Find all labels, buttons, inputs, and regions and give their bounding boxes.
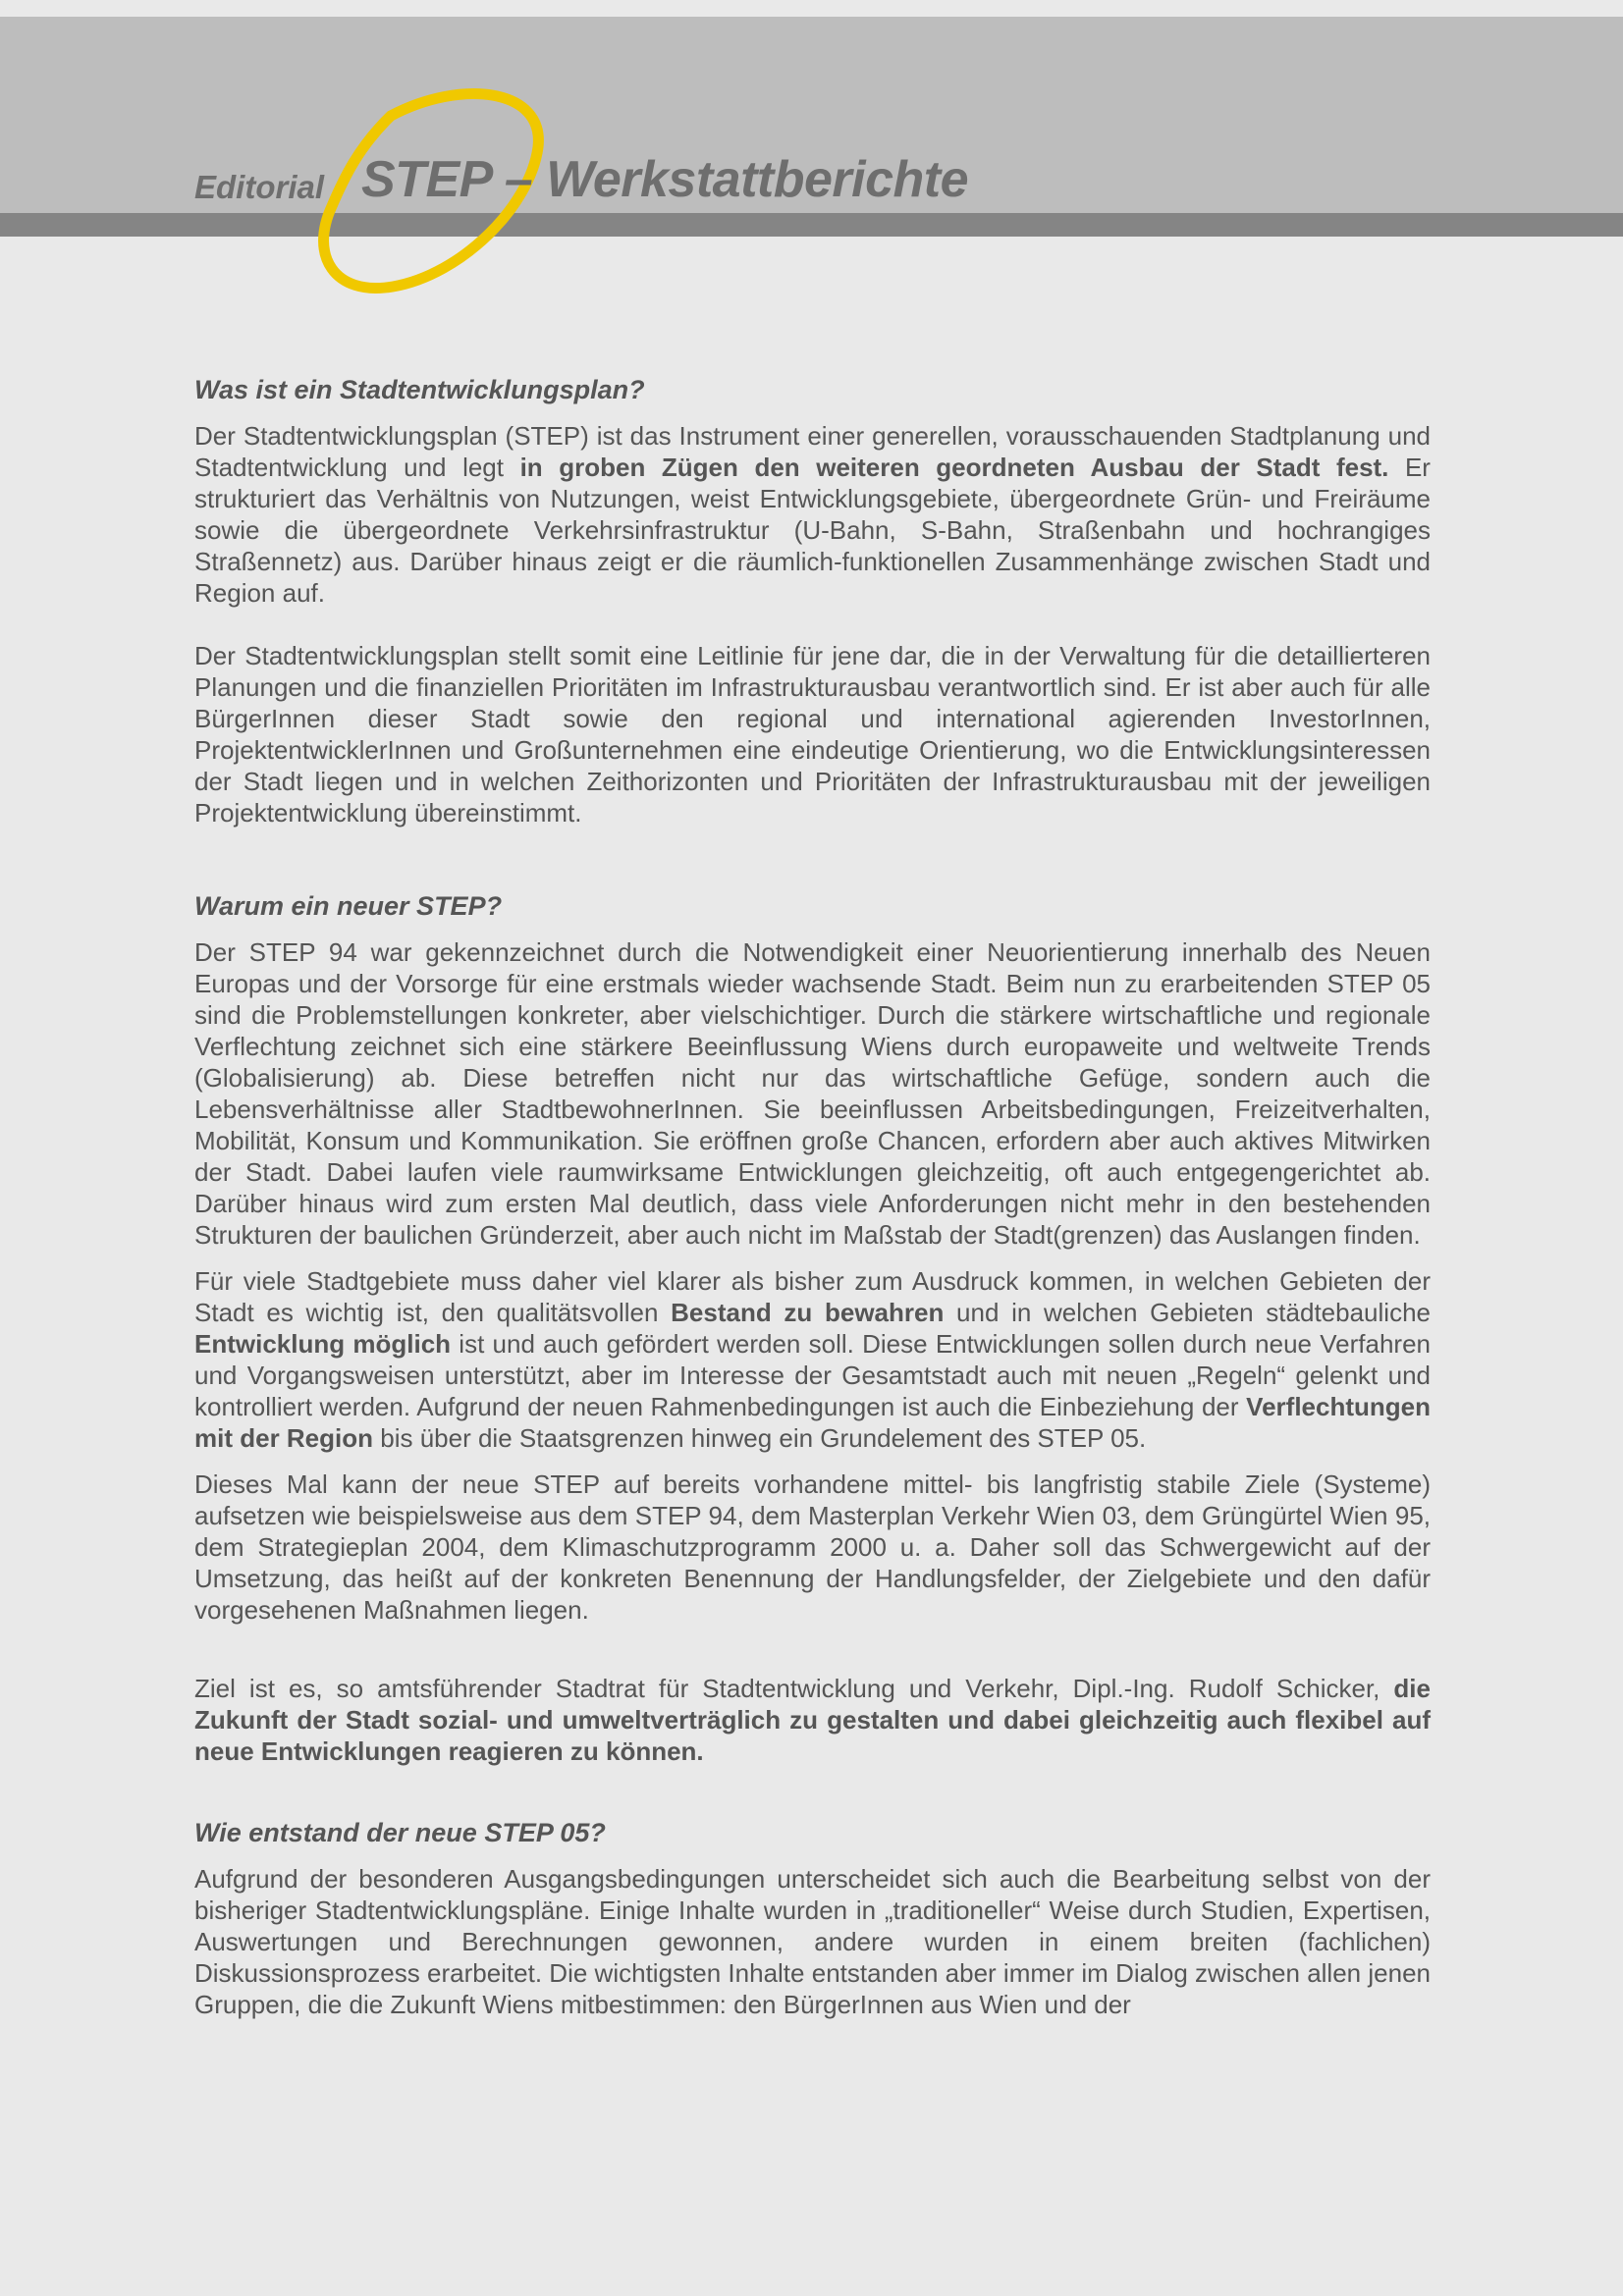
header-divider-bar: [0, 213, 1623, 237]
paragraph: Für viele Stadtgebiete muss daher viel klarer als bisher zum Ausdruck kommen, in welchen Gebieten der Stadt es wichtig ist, den qualitätsvollen Bestand zu bewahren und in welchen Gebieten städtebauliche Entwicklung möglich ist und auch gefördert werden soll. Diese Entwicklungen sollen durch neue Verfahren und Vorgangsweisen unterstützt, aber im Interesse der Gesamtstadt auch mit neuen „Regeln“ gelenkt und kontrolliert werden. Aufgrund der neuen Rahmenbedingungen ist auch die Einbeziehung der Verflechtungen mit der Region bis über die Staatsgrenzen hinweg ein Grundelement des STEP 05.: [194, 1266, 1432, 1453]
article-body: [194, 373, 1431, 2020]
editorial-label: Editorial: [194, 169, 325, 205]
paragraph: Ziel ist es, so amtsführender Stadtrat für Stadtentwicklung und Verkehr, Dipl.-Ing. Rudolf Schicker, die Zukunft der Stadt sozial- und umweltverträglich zu gestalten und dabei gleichzeitig auch flexibel auf neue Entwicklungen reagieren zu können.: [194, 1674, 1431, 1766]
section-heading: Wie entstand der neue STEP 05?: [194, 1818, 606, 1847]
section-heading: Warum ein neuer STEP?: [194, 891, 503, 921]
section-heading: Was ist ein Stadtentwicklungsplan?: [194, 375, 645, 404]
paragraph: Dieses Mal kann der neue STEP auf bereits vorhandene mittel- bis langfristig stabile Ziele (Systeme) aufsetzen wie beispielsweise aus dem STEP 94, dem Masterplan Verkehr Wien 03, dem Grüngürtel Wien 95, dem Strategieplan 2004, dem Klimaschutzprogramm 2000 u. a. Daher soll das Schwergewicht auf der Umsetzung, das heißt auf der konkreten Benennung der Handlungsfelder, der Zielgebiete und den dafür vorgesehenen Maßnahmen liegen.: [194, 1469, 1431, 1625]
paragraph: Der Stadtentwicklungsplan (STEP) ist das Instrument einer generellen, vorausschauenden Stadtplanung und Stadtentwicklung und legt in groben Zügen den weiteren geordneten Ausbau der Stadt fest. Er strukturiert das Verhältnis von Nutzungen, weist Entwicklungsgebiete, übergeordnete Grün- und Freiräume sowie die übergeordnete Verkehrsinfrastruktur (U-Bahn, S-Bahn, Straßenbahn und hochrangiges Straßennetz) aus. Darüber hinaus zeigt er die räumlich-funktionellen Zusammenhänge zwischen Stadt und Region auf.: [194, 421, 1431, 608]
paragraph: Der Stadtentwicklungsplan stellt somit eine Leitlinie für jene dar, die in der Verwaltung für die detaillierteren Planungen und die finanziellen Prioritäten im Infrastrukturausbau verantwortlich sind. Er ist aber auch für alle BürgerInnen dieser Stadt sowie den regional und international agierenden InvestorInnen, ProjektentwicklerInnen und Großunternehmen eine eindeutige Orientierung, wo die Entwicklungsinteressen der Stadt liegen und in welchen Zeithorizonten und Prioritäten der Infrastrukturausbau mit der jeweiligen Projektentwicklung übereinstimmt.: [194, 641, 1431, 828]
page-top-margin: [0, 0, 1623, 17]
paragraph: Aufgrund der besonderen Ausgangsbedingungen unterscheidet sich auch die Bearbeitung selbst von der bisheriger Stadtentwicklungspläne. Einige Inhalte wurden in „traditioneller“ Weise durch Studien, Expertisen, Auswertungen und Berechnungen gewonnen, andere wurden in einem breiten (fachlichen) Diskussionsprozess erarbeitet. Die wichtigsten Inhalte entstanden aber immer im Dialog zwischen allen jenen Gruppen, die die Zukunft Wiens mitbestimmen: den BürgerInnen aus Wien und der: [194, 1864, 1431, 2019]
series-title: STEP – Werkstattberichte: [361, 151, 968, 208]
paragraph: Der STEP 94 war gekennzeichnet durch die Notwendigkeit einer Neuorientierung innerhalb des Neuen Europas und der Vorsorge für eine erstmals wieder wachsende Stadt. Beim nun zu erarbeitenden STEP 05 sind die Problemstellungen konkreter, aber vielschichtiger. Durch die stärkere wirtschaftliche und regionale Verflechtung zeichnet sich eine stärkere Beeinflussung Wiens durch europaweite und weltweite Trends (Globalisierung) ab. Diese betreffen nicht nur das wirtschaftliche Gefüge, sondern auch die Lebensverhältnisse aller StadtbewohnerInnen. Sie beeinflussen Arbeitsbedingungen, Freizeitverhalten, Mobilität, Konsum und Kommunikation. Sie eröffnen große Chancen, erfordern aber auch aktives Mitwirken der Stadt. Dabei laufen viele raumwirksame Entwicklungen gleichzeitig, oft auch entgegengerichtet ab. Darüber hinaus wird zum ersten Mal deutlich, dass viele Anforderungen nicht mehr in den bestehenden Strukturen der baulichen Gründerzeit, aber auch nicht im Maßstab der Stadt(grenzen) das Auslangen finden.: [194, 937, 1431, 1250]
